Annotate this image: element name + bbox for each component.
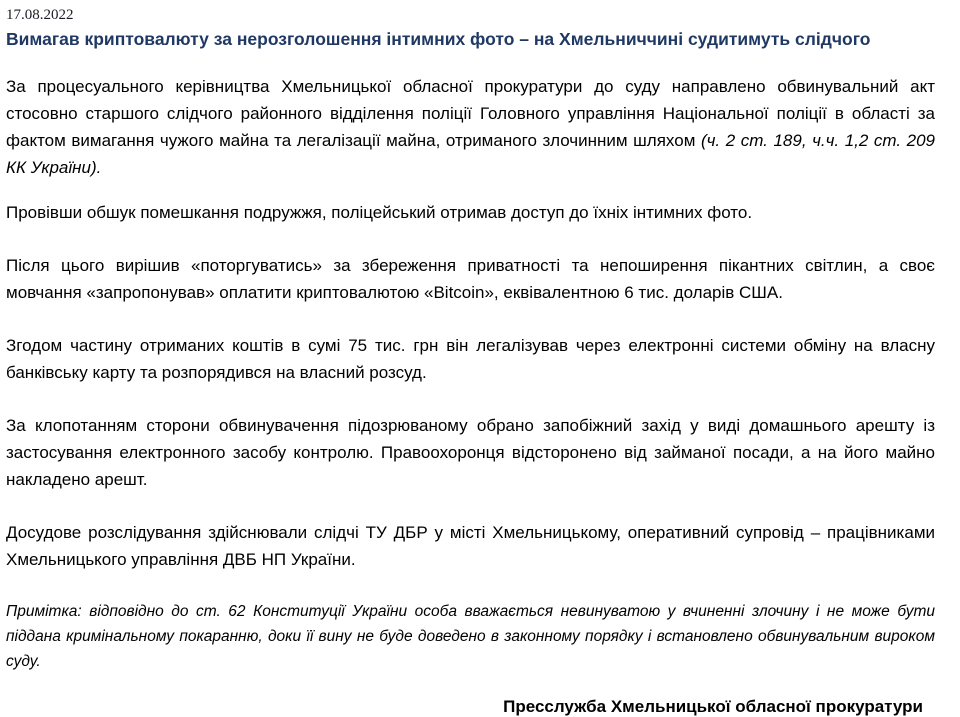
press-service-signature: Пресслужба Хмельницької обласної прокуратури bbox=[503, 697, 923, 716]
paragraph-laundering: Згодом частину отриманих коштів в сумі 75 тис. грн він легалізував через електронні системи обміну на власну банківську карту та розпорядився на власний розсуд. bbox=[6, 336, 935, 382]
presumption-of-innocence-note: Примітка: відповідно до ст. 62 Конституції України особа вважається невинуватою у вчиненні злочину і не може бути піддана кримінальному покаранню, доки її вину не буде доведено в законному порядку і встановлено обвинувальним вироком суду. bbox=[6, 603, 935, 670]
paragraph-text: За процесуального керівництва Хмельницької обласної прокуратури до суду направлено обвинувальний акт стосовно старшого слідчого районного відділення поліції Головного управління Національної поліції в області за фактом вимагання чужого майна та легалізації майна, отриманого злочинним шляхом bbox=[6, 77, 935, 150]
paragraph-investigation: Досудове розслідування здійснювали слідчі ТУ ДБР у місті Хмельницькому, оперативний супровід – працівниками Хмельницького управління ДВБ НП України. bbox=[6, 523, 935, 569]
paragraph-preventive-measure: За клопотанням сторони обвинувачення підозрюваному обрано запобіжний захід у виді домашнього арешту із застосування електронного засобу контролю. Правоохоронця відсторонено від займаної посади, а на його майно накладено арешт. bbox=[6, 416, 935, 489]
paragraph-extortion: Після цього вирішив «поторгуватись» за збереження приватності та непоширення пікантних світлин, а своє мовчання «запропонував» оплатити криптовалютою «Bitcoin», еквівалентною 6 тис. доларів США. bbox=[6, 256, 935, 302]
article-title: Вимагав криптовалюту за нерозголошення інтимних фото – на Хмельниччині судитимуть слідчого bbox=[6, 29, 871, 49]
publication-date: 17.08.2022 bbox=[6, 7, 74, 23]
criminal-code-citation: (ч. 2 ст. 189, ч.ч. 1,2 ст. 209 КК України). bbox=[6, 131, 936, 177]
paragraph-search: Провівши обшук помешкання подружжя, поліцейський отримав доступ до їхніх інтимних фото. bbox=[6, 203, 753, 222]
paragraph-indictment bbox=[6, 73, 935, 181]
